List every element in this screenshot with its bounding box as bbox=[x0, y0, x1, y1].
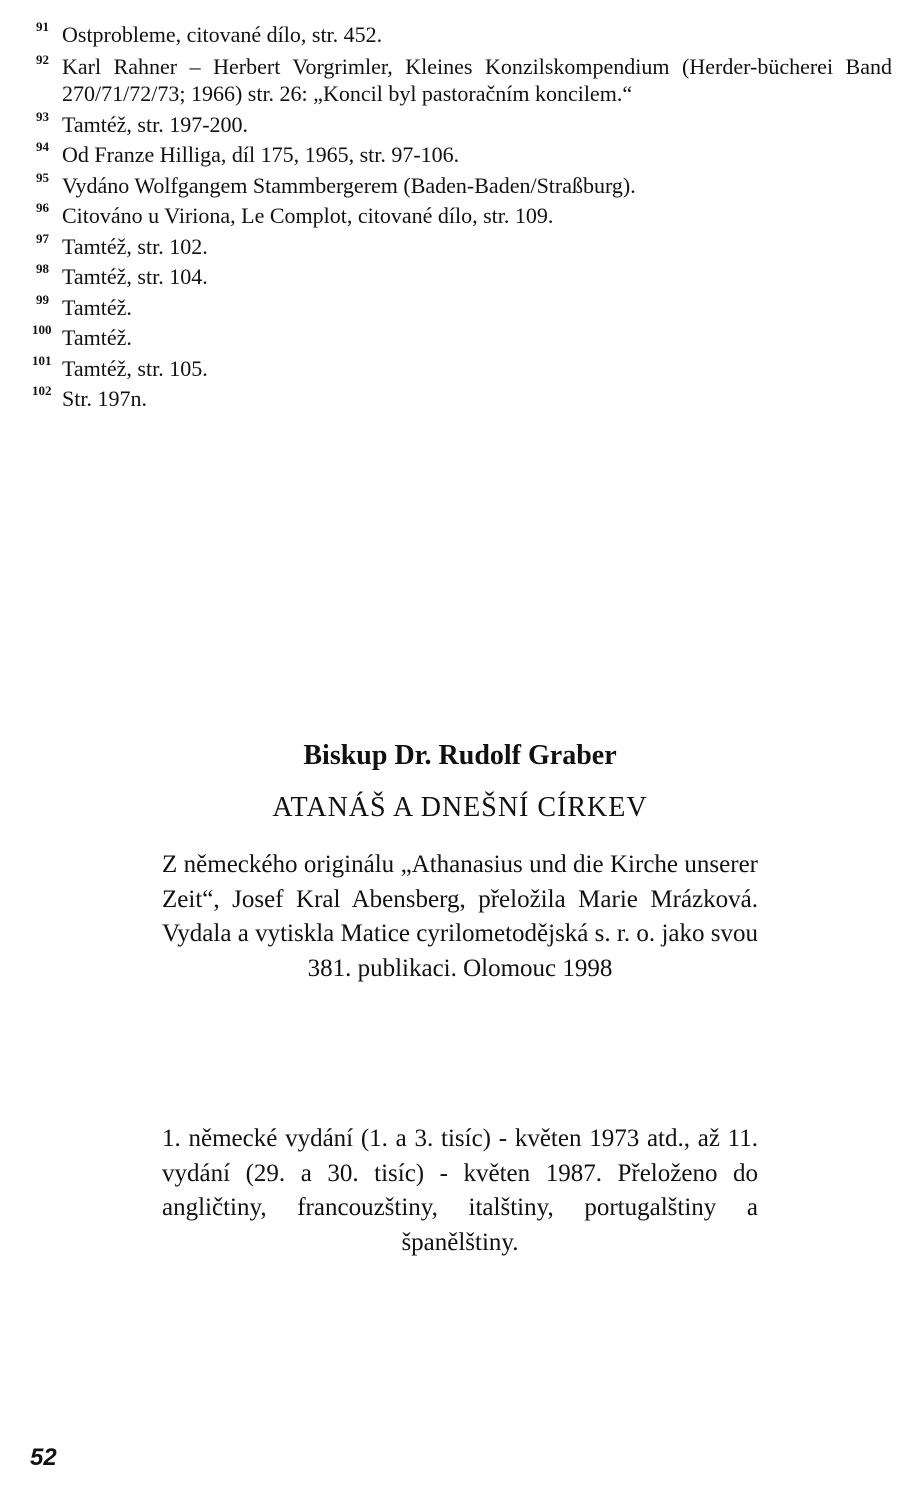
footnote bbox=[36, 140, 892, 171]
page-number: 52 bbox=[30, 1444, 57, 1471]
footnote-number: 98 bbox=[36, 261, 49, 276]
translation-note: Z německého originálu „Athanasius und die Kirche unserer Zeit“, Josef Kral Abensberg, přeložila Marie Mrázková. Vydala a vytiskla Matice cyrilometodějská s. r. o. jako svou 381. publikaci. Olomouc 1998 bbox=[162, 851, 758, 982]
footnote-text: Citováno u Viriona, Le Complot, citované dílo, str. 109. bbox=[62, 203, 554, 228]
footnote-text: Karl Rahner – Herbert Vorgrimler, Kleines Konzilskompendium (Herder-bücherei Band 270/71/72/73; 1966) str. 26: „Koncil byl pastoračním koncilem.“ bbox=[62, 53, 892, 106]
footnote-number: 100 bbox=[32, 322, 52, 337]
editions-note: 1. německé vydání (1. a 3. tisíc) - květen 1973 atd., až 11. vydání (29. a 30. tisíc) - květen 1987. Přeloženo do angličtiny, francouzštiny, italštiny, portugalštiny a španělštiny. bbox=[162, 1125, 758, 1256]
footnote-number: 99 bbox=[36, 291, 49, 307]
footnote bbox=[36, 53, 892, 107]
footnote-text: Tamtéž, str. 197-200. bbox=[62, 111, 249, 137]
footnote-text: Od Franze Hilliga, díl 175, 1965, str. 97-106. bbox=[62, 142, 460, 167]
footnote bbox=[36, 110, 892, 141]
footnote-text: Vydáno Wolfgangem Stammbergerem (Baden-Baden/Straßburg). bbox=[62, 172, 636, 198]
footnote-text: Tamtéž. bbox=[62, 325, 132, 350]
footnote bbox=[32, 322, 892, 354]
footnote bbox=[36, 293, 892, 324]
footnote-number: 91 bbox=[36, 19, 49, 34]
footnote bbox=[32, 352, 892, 385]
footnote-text: Ostprobleme, citované dílo, str. 452. bbox=[62, 22, 383, 47]
footnote-number: 97 bbox=[36, 230, 49, 246]
footnote-text: Str. 197n. bbox=[62, 386, 147, 411]
footnote bbox=[36, 232, 892, 263]
footnote-number: 93 bbox=[36, 108, 49, 124]
footnote-number: 95 bbox=[36, 169, 49, 185]
footnote bbox=[36, 20, 892, 51]
footnote bbox=[32, 383, 892, 415]
footnote-number: 92 bbox=[36, 51, 49, 67]
footnote-text: Tamtéž, str. 104. bbox=[62, 264, 208, 289]
footnote-number: 102 bbox=[32, 383, 52, 398]
footnotes-list bbox=[32, 19, 892, 415]
footnote-text: Tamtéž, str. 102. bbox=[62, 233, 208, 259]
book-title: ATANÁŠ A DNEŠNÍ CÍRKEV bbox=[272, 792, 648, 823]
footnote-number: 96 bbox=[36, 200, 49, 215]
footnote-text: Tamtéž. bbox=[62, 294, 132, 320]
footnote bbox=[36, 262, 892, 293]
footnote bbox=[36, 171, 892, 202]
footnote-number: 94 bbox=[36, 139, 49, 154]
book-author: Biskup Dr. Rudolf Graber bbox=[303, 740, 617, 771]
footnote bbox=[36, 201, 892, 232]
footnote-text: Tamtéž, str. 105. bbox=[62, 355, 208, 381]
footnote-number: 101 bbox=[32, 352, 52, 368]
